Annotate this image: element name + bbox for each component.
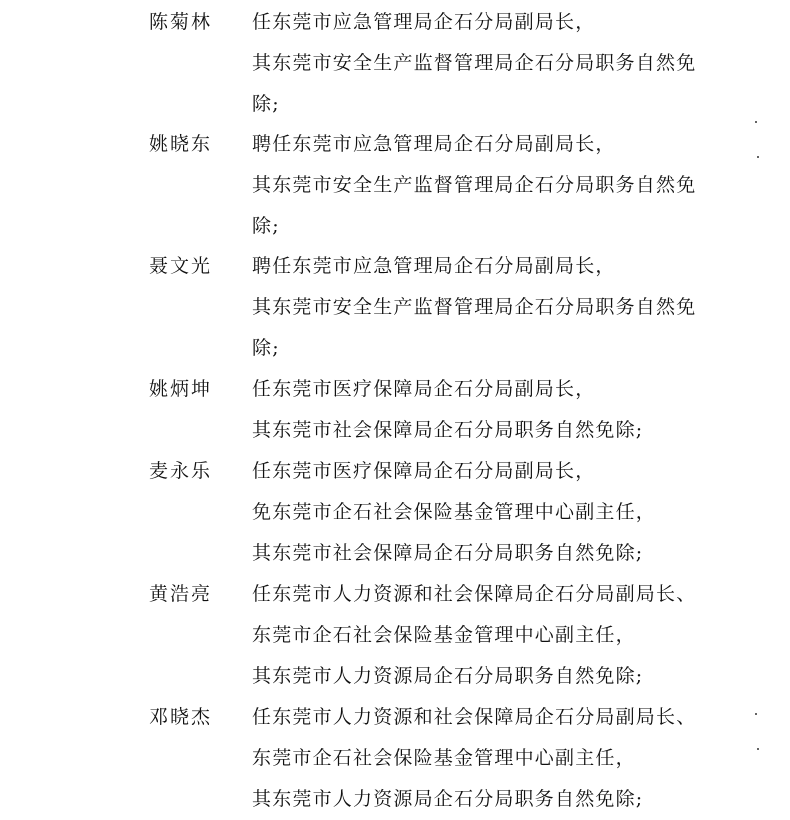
scan-speck <box>755 121 757 123</box>
appointment-line: 免东莞市企石社会保险基金管理中心副主任， <box>252 501 657 523</box>
scan-speck <box>755 713 757 715</box>
person-name: 聂文光 <box>149 255 213 277</box>
person-name: 邓晓杰 <box>149 706 213 728</box>
appointment-line: 其东莞市人力资源局企石分局职务自然免除; <box>252 788 644 810</box>
appointment-line: 除; <box>252 93 280 115</box>
appointment-line: 其东莞市社会保障局企石分局职务自然免除; <box>252 542 644 564</box>
appointment-line: 除; <box>252 337 280 359</box>
appointment-line: 东莞市企石社会保险基金管理中心副主任， <box>252 624 636 646</box>
appointment-line: 其东莞市社会保障局企石分局职务自然免除; <box>252 419 644 441</box>
scan-speck <box>757 748 759 750</box>
appointment-line: 其东莞市人力资源局企石分局职务自然免除; <box>252 665 644 687</box>
appointment-line: 聘任东莞市应急管理局企石分局副局长， <box>252 255 616 277</box>
appointment-line: 任东莞市医疗保障局企石分局副局长， <box>252 378 596 400</box>
appointment-line: 任东莞市医疗保障局企石分局副局长， <box>252 460 596 482</box>
appointment-line: 除; <box>252 215 280 237</box>
person-name: 黄浩亮 <box>149 583 213 605</box>
appointment-line: 任东莞市人力资源和社会保障局企石分局副局长、 <box>252 706 697 728</box>
appointment-line: 聘任东莞市应急管理局企石分局副局长， <box>252 133 616 155</box>
person-name: 姚晓东 <box>149 133 213 155</box>
appointment-line: 任东莞市人力资源和社会保障局企石分局副局长、 <box>252 583 697 605</box>
appointment-line: 其东莞市安全生产监督管理局企石分局职务自然免 <box>252 52 697 74</box>
appointment-line: 任东莞市应急管理局企石分局副局长， <box>252 11 596 33</box>
appointment-line: 东莞市企石社会保险基金管理中心副主任， <box>252 747 636 769</box>
person-name: 陈菊林 <box>149 11 213 33</box>
scan-speck <box>757 156 759 158</box>
person-name: 麦永乐 <box>149 460 213 482</box>
appointment-line: 其东莞市安全生产监督管理局企石分局职务自然免 <box>252 174 697 196</box>
appointment-line: 其东莞市安全生产监督管理局企石分局职务自然免 <box>252 296 697 318</box>
person-name: 姚炳坤 <box>149 378 213 400</box>
